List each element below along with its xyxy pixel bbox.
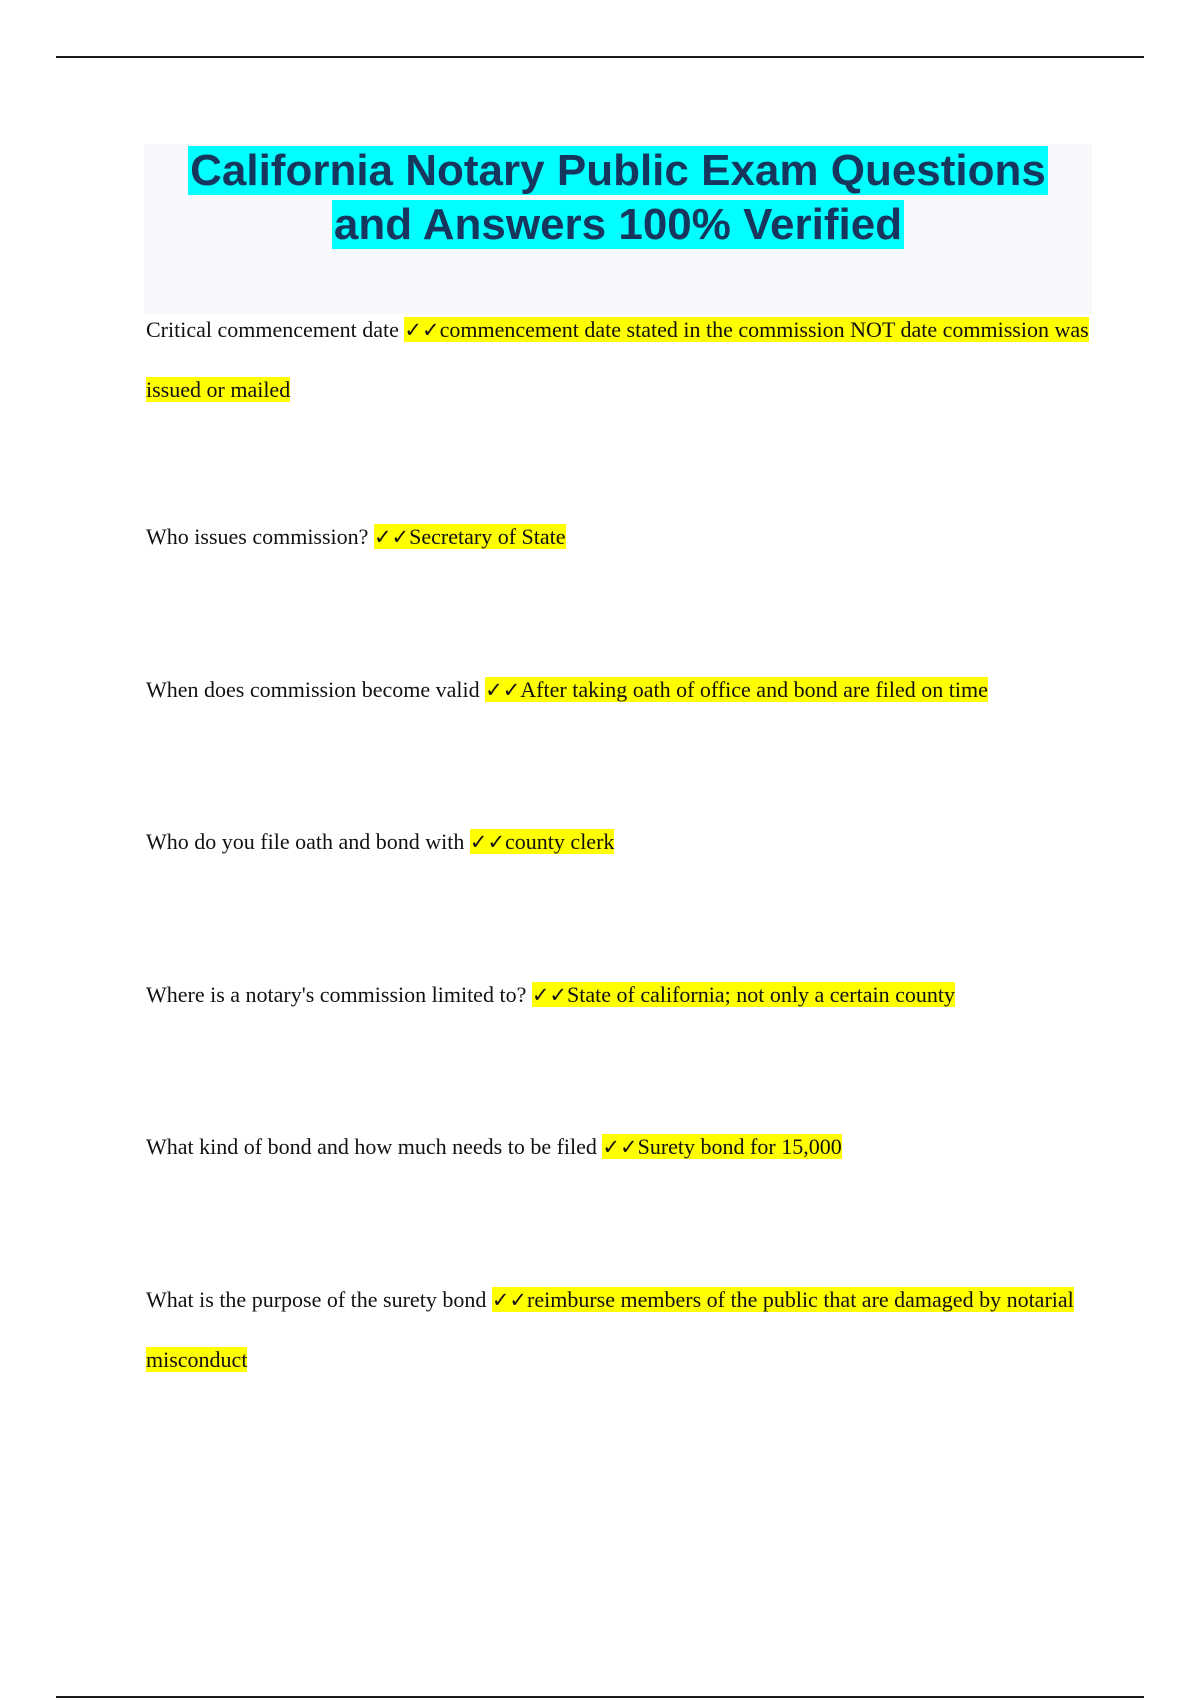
qa-item-4 bbox=[146, 812, 1106, 872]
qa-item-1 bbox=[146, 300, 1106, 420]
double-check-icon: ✓✓ bbox=[531, 983, 568, 1007]
answer-text: commencement date stated in the commission NOT date commission was issued or mailed bbox=[146, 317, 1089, 402]
qa-item-7 bbox=[146, 1270, 1106, 1390]
answer-text: reimburse members of the public that are damaged by notarial misconduct bbox=[146, 1287, 1074, 1372]
document-title-line-1: California Notary Public Exam Questions bbox=[190, 146, 1046, 195]
question-text: Where is a notary's commission limited to? bbox=[146, 982, 527, 1007]
qa-item-6 bbox=[146, 1117, 1106, 1177]
question-text: Who do you file oath and bond with bbox=[146, 829, 465, 854]
question-text: What is the purpose of the surety bond bbox=[146, 1287, 487, 1312]
top-rule bbox=[56, 56, 1144, 58]
title-block bbox=[144, 144, 1092, 314]
question-text: Who issues commission? bbox=[146, 524, 369, 549]
answer-text: Surety bond for 15,000 bbox=[637, 1134, 842, 1159]
double-check-icon: ✓✓ bbox=[602, 1135, 638, 1159]
qa-item-5 bbox=[146, 965, 1106, 1025]
double-check-icon: ✓✓ bbox=[485, 678, 521, 702]
double-check-icon: ✓✓ bbox=[404, 318, 440, 342]
bottom-rule bbox=[56, 1696, 1144, 1698]
question-text: Critical commencement date bbox=[146, 317, 399, 342]
qa-item-2 bbox=[146, 507, 1106, 567]
double-check-icon: ✓✓ bbox=[469, 830, 506, 854]
double-check-icon: ✓✓ bbox=[373, 525, 410, 549]
answer-text: After taking oath of office and bond are filed on time bbox=[520, 677, 988, 702]
answer-text: county clerk bbox=[505, 829, 615, 854]
document-title-line-2: and Answers 100% Verified bbox=[333, 200, 903, 249]
question-text: What kind of bond and how much needs to be filed bbox=[146, 1134, 597, 1159]
answer-text: State of california; not only a certain county bbox=[567, 982, 955, 1007]
qa-item-3 bbox=[146, 660, 1106, 720]
question-text: When does commission become valid bbox=[146, 677, 480, 702]
double-check-icon: ✓✓ bbox=[491, 1288, 528, 1312]
answer-text: Secretary of State bbox=[409, 524, 566, 549]
